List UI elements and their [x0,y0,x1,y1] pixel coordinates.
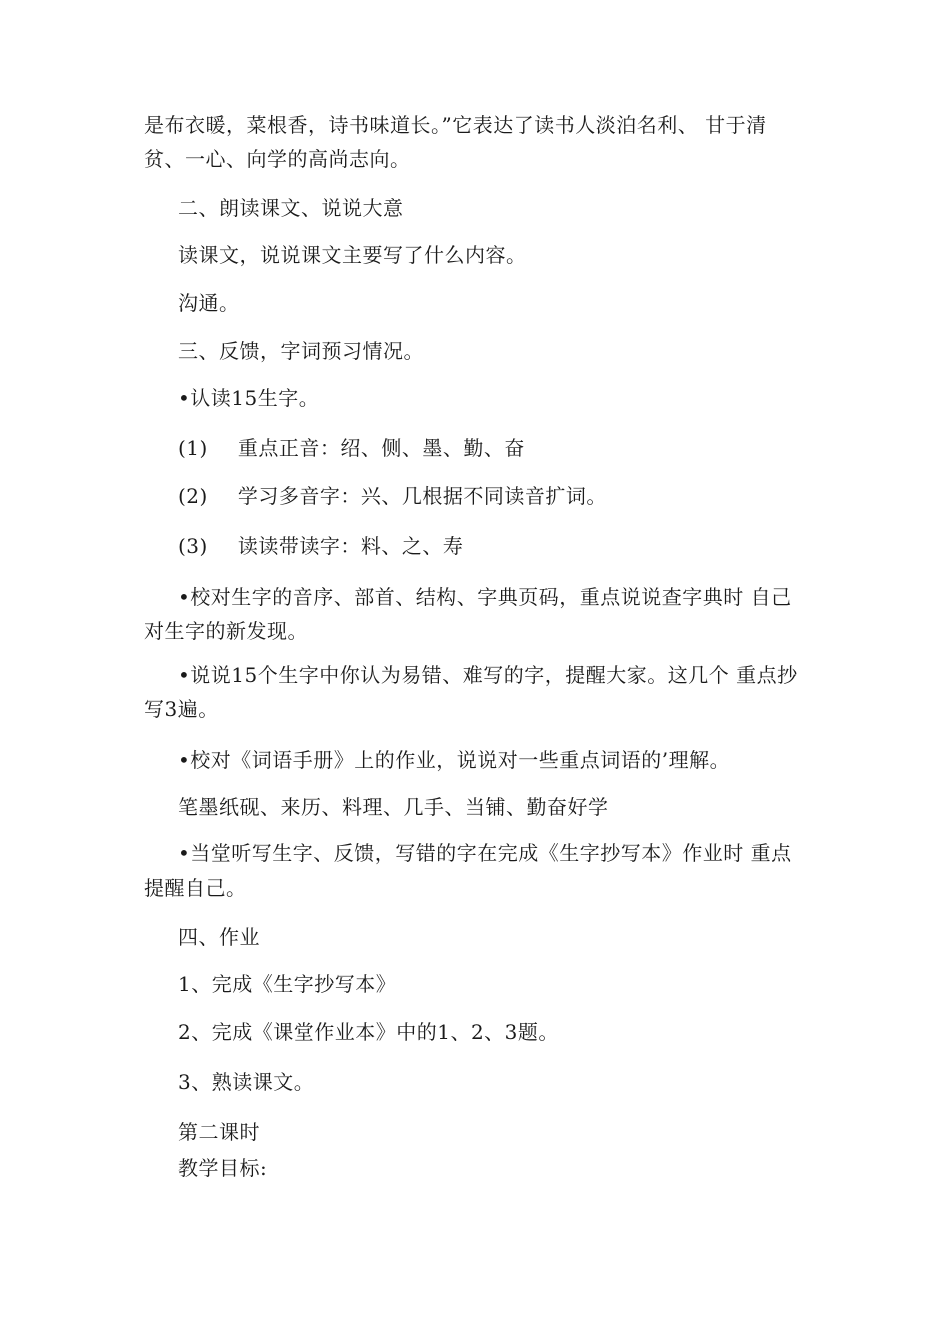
paragraph-line: 提醒自己。 [144,876,247,900]
item-text: 读读带读字：料、之、寿 [237,534,464,558]
numbered-item [178,484,607,508]
homework-item: 2、完成《课堂作业本》中的1、2、3题。 [178,1020,559,1044]
item-text: 学习多音字：兴、几根据不同读音扩词。 [237,484,607,508]
paragraph-line: 读课文，说说课文主要写了什么内容。 [178,243,527,267]
paragraph-line: 是布衣暖，菜根香，诗书味道长。”它表达了读书人淡泊名利、 甘于清 [144,113,767,137]
item-number: (2) [178,484,208,508]
word-list: 笔墨纸砚、来历、料理、几手、当铺、勤奋好学 [178,795,609,819]
bullet-item: •校对《词语手册》上的作业，说说对一些重点词语的’理解。 [178,748,731,772]
section-heading: 二、朗读课文、说说大意 [178,196,404,220]
numbered-item [178,436,525,460]
homework-item: 3、熟读课文。 [178,1070,315,1094]
item-text: 重点正音：绍、侧、墨、勤、奋 [237,436,525,460]
section-heading: 四、作业 [178,925,260,949]
paragraph-line: 对生字的新发现。 [144,619,308,643]
paragraph-line: 沟通。 [178,291,240,315]
bullet-item: •校对生字的音序、部首、结构、字典页码，重点说说查字典时 自己 [178,585,792,609]
lesson-heading: 第二课时 [178,1120,260,1144]
bullet-item: •认读15生字。 [178,386,320,410]
item-number: (1) [178,436,208,460]
bullet-item: •说说15个生字中你认为易错、难写的字，提醒大家。这几个 重点抄 [178,663,798,687]
paragraph-line: 贫、一心、向学的高尚志向。 [144,147,411,171]
section-heading: 三、反馈，字词预习情况。 [178,339,424,363]
bullet-item: •当堂听写生字、反馈，写错的字在完成《生字抄写本》作业时 重点 [178,841,792,865]
paragraph-line: 写3遍。 [144,697,219,721]
homework-item: 1、完成《生字抄写本》 [178,972,397,996]
subheading: 教学目标: [178,1156,268,1180]
item-number: (3) [178,534,208,558]
numbered-item [178,534,463,558]
